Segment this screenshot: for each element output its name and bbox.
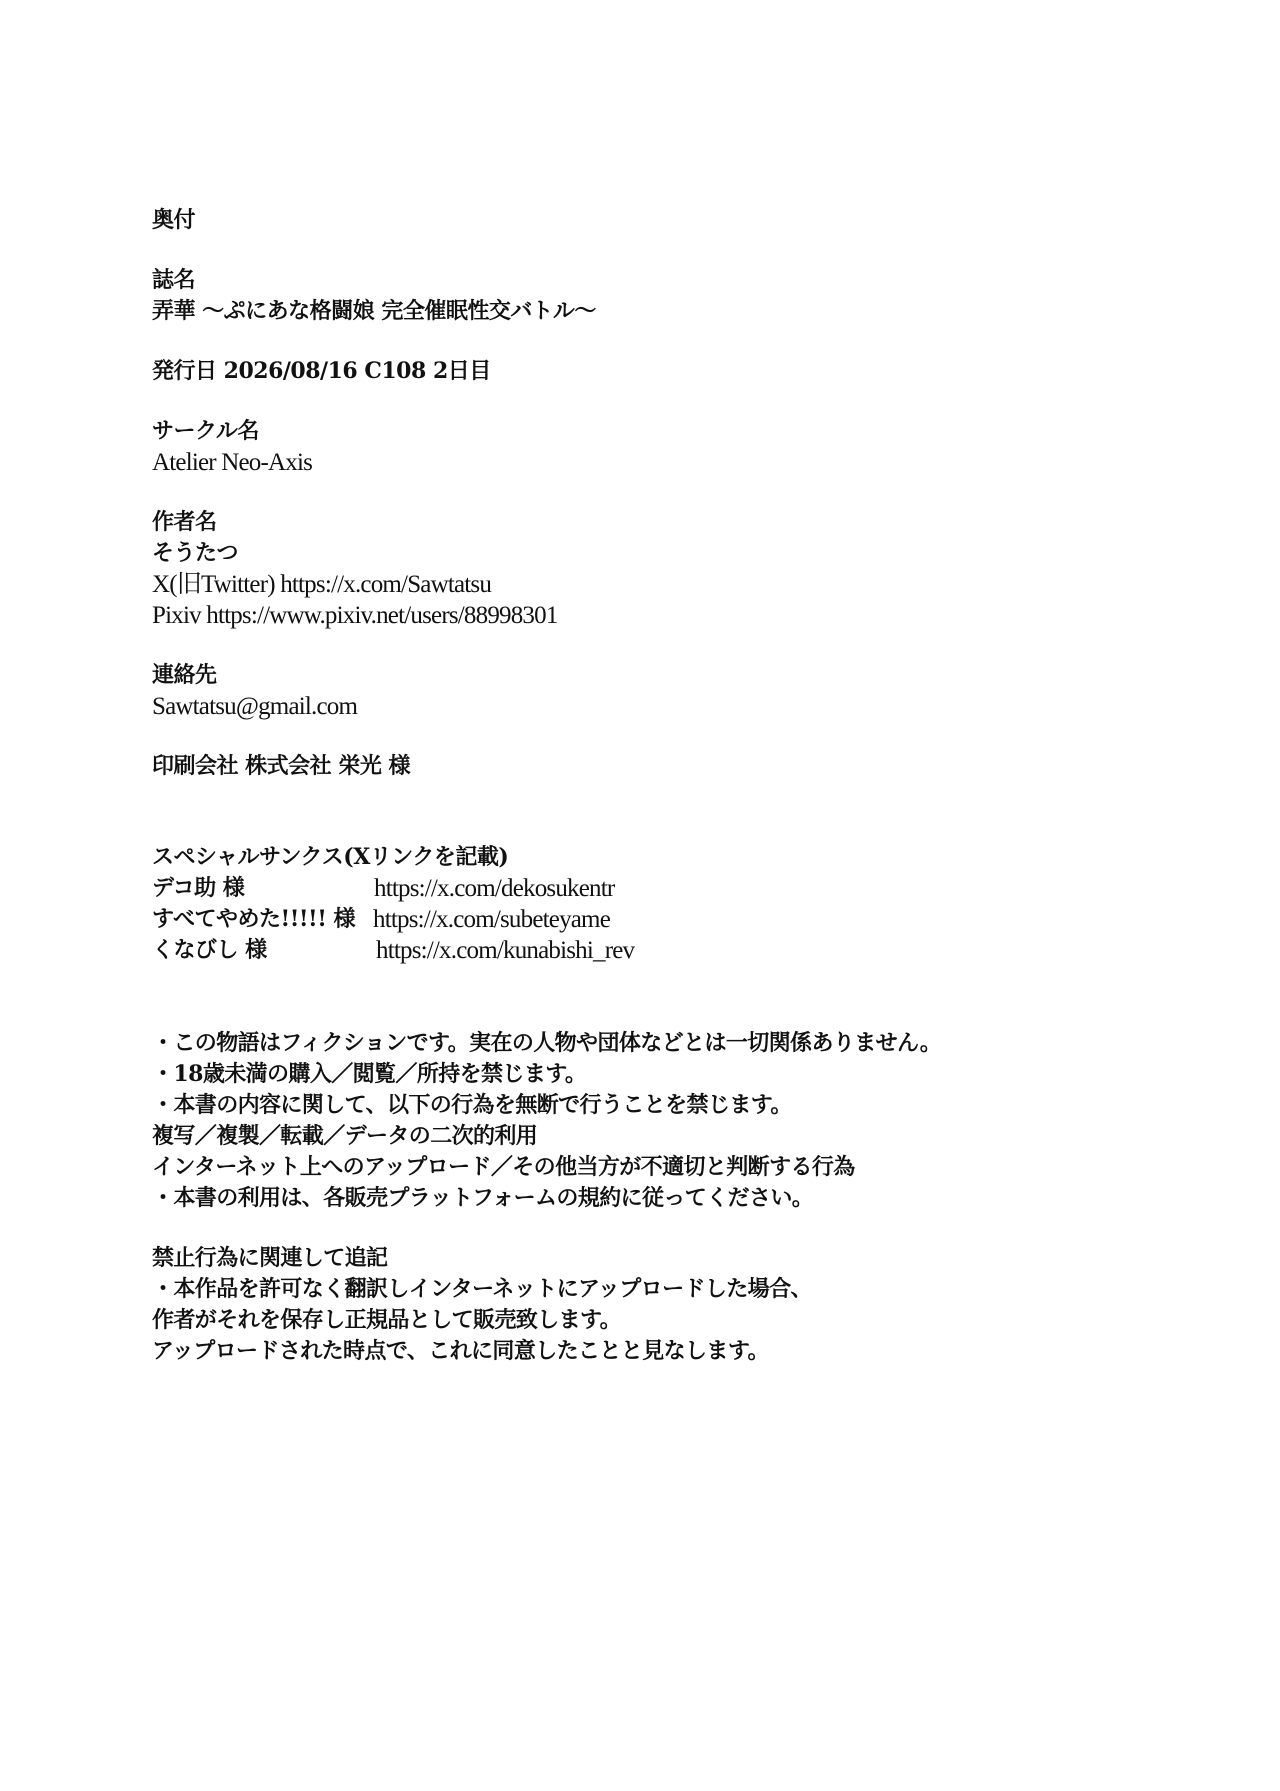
thanks-name: くなびし 様 <box>152 937 267 963</box>
author-label: 作者名 <box>152 509 217 535</box>
notice-line: インターネット上へのアップロード／その他当方が不適切と判断する行為 <box>152 1154 855 1180</box>
circle-label: サークル名 <box>152 418 259 444</box>
special-thanks-heading: スペシャルサンクス(Xリンクを記載) <box>152 844 509 870</box>
colophon-content <box>152 205 1212 1367</box>
issue-date: 発行日 2026/08/16 C108 2日目 <box>152 358 491 384</box>
author-name: そうたつ <box>152 540 239 566</box>
notice-line: ・本書の利用は、各販売プラットフォームの規約に従ってください。 <box>152 1185 814 1211</box>
title-value: 弄華 〜ぷにあな格闘娘 完全催眠性交バトル〜 <box>152 298 596 324</box>
thanks-entry <box>152 904 1212 935</box>
thanks-link[interactable]: https://x.com/subeteyame <box>373 906 611 933</box>
notice-line: ・18歳未満の購入／閲覧／所持を禁じます。 <box>152 1061 587 1087</box>
addendum-line: ・本作品を許可なく翻訳しインターネットにアップロードした場合、 <box>152 1276 812 1302</box>
contact-label: 連絡先 <box>152 662 217 688</box>
thanks-entry <box>152 873 1212 904</box>
thanks-name: デコ助 様 <box>152 875 245 901</box>
circle-value: Atelier Neo-Axis <box>152 449 313 476</box>
notice-line: 複写／複製／転載／データの二次的利用 <box>152 1123 538 1149</box>
author-x-link[interactable]: X(旧Twitter) https://x.com/Sawtatsu <box>152 571 492 598</box>
printer: 印刷会社 株式会社 栄光 様 <box>152 753 410 779</box>
thanks-link[interactable]: https://x.com/dekosukentr <box>374 875 615 902</box>
addendum-line: アップロードされた時点で、これに同意したことと見なします。 <box>152 1338 769 1364</box>
author-pixiv-link[interactable]: Pixiv https://www.pixiv.net/users/88998301 <box>152 602 558 629</box>
addendum-heading: 禁止行為に関連して追記 <box>152 1245 388 1271</box>
colophon-heading: 奥付 <box>152 207 196 233</box>
thanks-link[interactable]: https://x.com/kunabishi_rev <box>376 937 635 964</box>
addendum-line: 作者がそれを保存し正規品として販売致します。 <box>152 1307 622 1333</box>
notice-line: ・この物語はフィクションです。実在の人物や団体などとは一切関係ありません。 <box>152 1030 942 1056</box>
contact-email[interactable]: Sawtatsu@gmail.com <box>152 693 358 720</box>
title-label: 誌名 <box>152 267 196 293</box>
thanks-name: すべてやめた!!!!! 様 <box>152 906 356 932</box>
thanks-entry <box>152 935 1212 966</box>
notice-line: ・本書の内容に関して、以下の行為を無断で行うことを禁じます。 <box>152 1092 792 1118</box>
